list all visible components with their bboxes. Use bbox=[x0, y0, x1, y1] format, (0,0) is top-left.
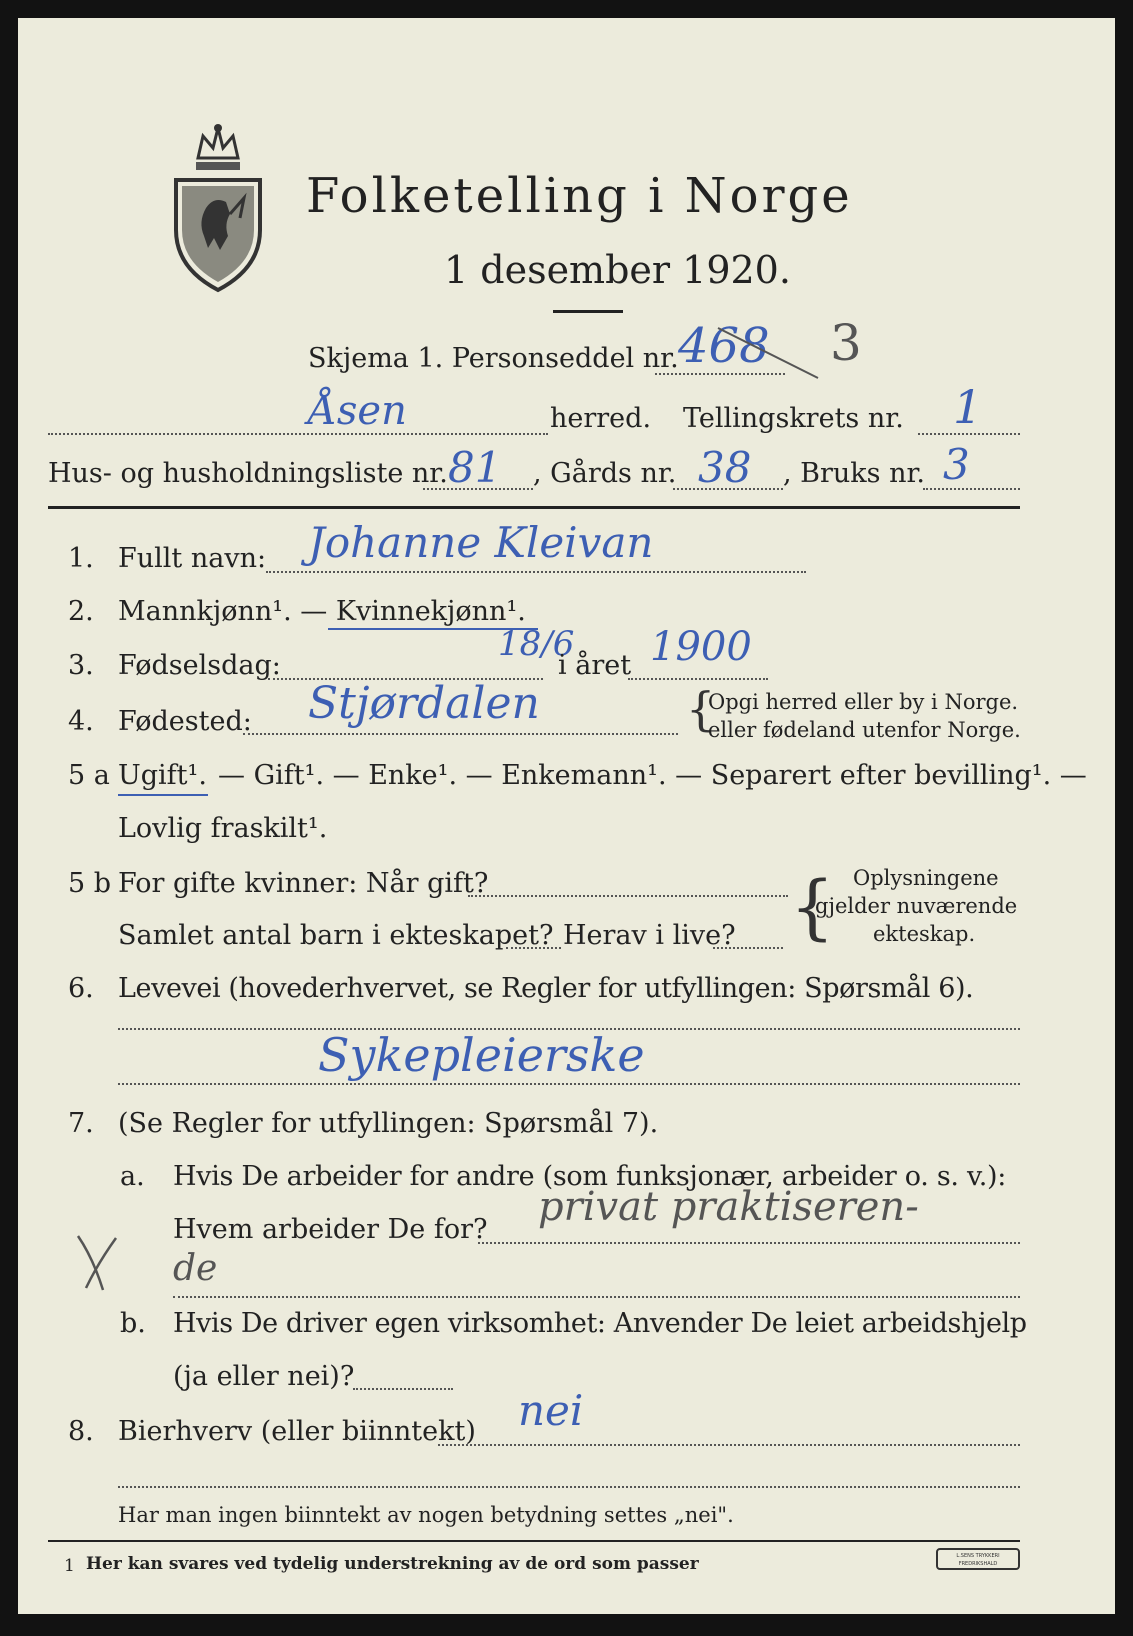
printer-stamp: L.SENS TRYKKERI FREDRIKSHALD bbox=[936, 1548, 1020, 1570]
census-form bbox=[18, 18, 1115, 1614]
q6-value: Sykepleierske bbox=[318, 1028, 645, 1082]
q5a-options: — Gift¹. — Enke¹. — Enkemann¹. — Separert efter bevilling¹. — bbox=[218, 760, 1087, 791]
q7b-line bbox=[353, 1388, 453, 1390]
tellingskrets-label: Tellingskrets nr. bbox=[683, 403, 904, 434]
q4-value: Stjørdalen bbox=[308, 678, 540, 729]
q3-number: 3. bbox=[68, 650, 94, 681]
q7b-letter: b. bbox=[120, 1308, 146, 1339]
q6-line2 bbox=[118, 1083, 1020, 1085]
q5b-label1: For gifte kvinner: Når gift? bbox=[118, 868, 489, 899]
q5b-label3: Herav i live? bbox=[563, 920, 736, 951]
q3-year-line bbox=[628, 678, 768, 680]
q5a-line2: Lovlig fraskilt¹. bbox=[118, 813, 328, 844]
q8-line2 bbox=[118, 1486, 1020, 1488]
schema-label: Skjema 1. Personseddel nr. bbox=[308, 343, 679, 374]
liste-label: Hus- og husholdningsliste nr. bbox=[48, 458, 448, 489]
bruks-label: , Bruks nr. bbox=[783, 458, 926, 489]
q5b-number: 5 b bbox=[68, 868, 112, 899]
gards-value: 38 bbox=[698, 443, 752, 492]
q6-label: Levevei (hovederhvervet, se Regler for utfyllingen: Spørsmål 6). bbox=[118, 973, 974, 1004]
q5a-selection-underline bbox=[118, 794, 208, 796]
q7-number: 7. bbox=[68, 1108, 94, 1139]
q1-number: 1. bbox=[68, 543, 94, 574]
q7-label: (Se Regler for utfyllingen: Spørsmål 7). bbox=[118, 1108, 659, 1139]
q7b-text: Hvis De driver egen virksomhet: Anvender De leiet arbeidshjelp bbox=[173, 1308, 1027, 1339]
herred-value: Åsen bbox=[308, 388, 407, 434]
q4-note-line1: Opgi herred eller by i Norge. bbox=[708, 690, 1019, 714]
q7b-question: (ja eller nei)? bbox=[173, 1361, 355, 1392]
herred-label: herred. bbox=[550, 403, 652, 434]
q7a-value-line2: de bbox=[173, 1248, 218, 1289]
q7a-letter: a. bbox=[120, 1161, 145, 1192]
q5b-note-line3: ekteskap. bbox=[873, 922, 976, 946]
q5b-note-line1: Oplysningene bbox=[853, 866, 999, 890]
q1-line bbox=[266, 571, 806, 573]
q1-value: Johanne Kleivan bbox=[308, 518, 654, 567]
q5a-number: 5 a bbox=[68, 760, 110, 791]
cross-mark-icon bbox=[68, 1228, 128, 1298]
q5b-note-line2: gjelder nuværende bbox=[815, 894, 1018, 918]
q7a-line2 bbox=[173, 1296, 1020, 1298]
form-date: 1 desember 1920. bbox=[444, 248, 791, 292]
bruks-value: 3 bbox=[943, 440, 970, 489]
strike-mark-icon bbox=[708, 318, 828, 388]
herred-line bbox=[48, 433, 548, 435]
gards-label: , Gårds nr. bbox=[533, 458, 677, 489]
footnote-number: 1 bbox=[64, 1556, 75, 1576]
q3-year-label: i året bbox=[558, 650, 632, 681]
q8-line bbox=[438, 1444, 1020, 1446]
q7a-text: Hvis De arbeider for andre (som funksjonær, arbeider o. s. v.): bbox=[173, 1161, 1007, 1192]
q4-line bbox=[243, 733, 678, 735]
q4-number: 4. bbox=[68, 706, 94, 737]
liste-value: 81 bbox=[448, 443, 502, 492]
footer-note: Har man ingen biinntekt av nogen betydning settes „nei". bbox=[118, 1503, 734, 1527]
form-title: Folketelling i Norge bbox=[306, 168, 853, 224]
q7a-value-line1: privat praktiseren- bbox=[538, 1184, 919, 1230]
bruks-line bbox=[923, 488, 1020, 490]
q4-label: Fødested: bbox=[118, 706, 252, 737]
q4-note-line2: eller fødeland utenfor Norge. bbox=[708, 718, 1021, 742]
q7a-question: Hvem arbeider De for? bbox=[173, 1214, 488, 1245]
header-divider bbox=[48, 506, 1020, 509]
schema-number-value: 468 bbox=[678, 318, 770, 374]
q5b-children-line bbox=[506, 947, 561, 949]
coat-of-arms-emblem bbox=[168, 118, 268, 298]
q8-number: 8. bbox=[68, 1416, 94, 1447]
q5b-married-line bbox=[468, 895, 788, 897]
schema-number-correction: 3 bbox=[830, 314, 862, 372]
q5b-note-bracket: { bbox=[790, 866, 835, 948]
q3-label: Fødselsdag: bbox=[118, 650, 281, 681]
footnote-text: Her kan svares ved tydelig understrekning av de ord som passer bbox=[86, 1554, 699, 1574]
tellingskrets-value: 1 bbox=[953, 380, 983, 434]
q3-day-value: 18/6 bbox=[498, 624, 575, 664]
q5a-ugift: Ugift¹. bbox=[118, 760, 207, 791]
q4-note-bracket: { bbox=[686, 682, 716, 736]
footer-divider bbox=[48, 1540, 1020, 1542]
q5b-label2: Samlet antal barn i ekteskapet? bbox=[118, 920, 554, 951]
q8-value: nei bbox=[518, 1386, 584, 1435]
q8-label: Bierhverv (eller biinntekt) bbox=[118, 1416, 476, 1447]
q3-year-value: 1900 bbox=[650, 624, 752, 670]
q7a-line1 bbox=[478, 1242, 1020, 1244]
q2-number: 2. bbox=[68, 596, 94, 627]
q2-label: Mannkjønn¹. — Kvinnekjønn¹. bbox=[118, 596, 526, 627]
q5b-alive-line bbox=[713, 947, 783, 949]
title-divider bbox=[553, 310, 623, 313]
q6-number: 6. bbox=[68, 973, 94, 1004]
q1-label: Fullt navn: bbox=[118, 543, 267, 574]
